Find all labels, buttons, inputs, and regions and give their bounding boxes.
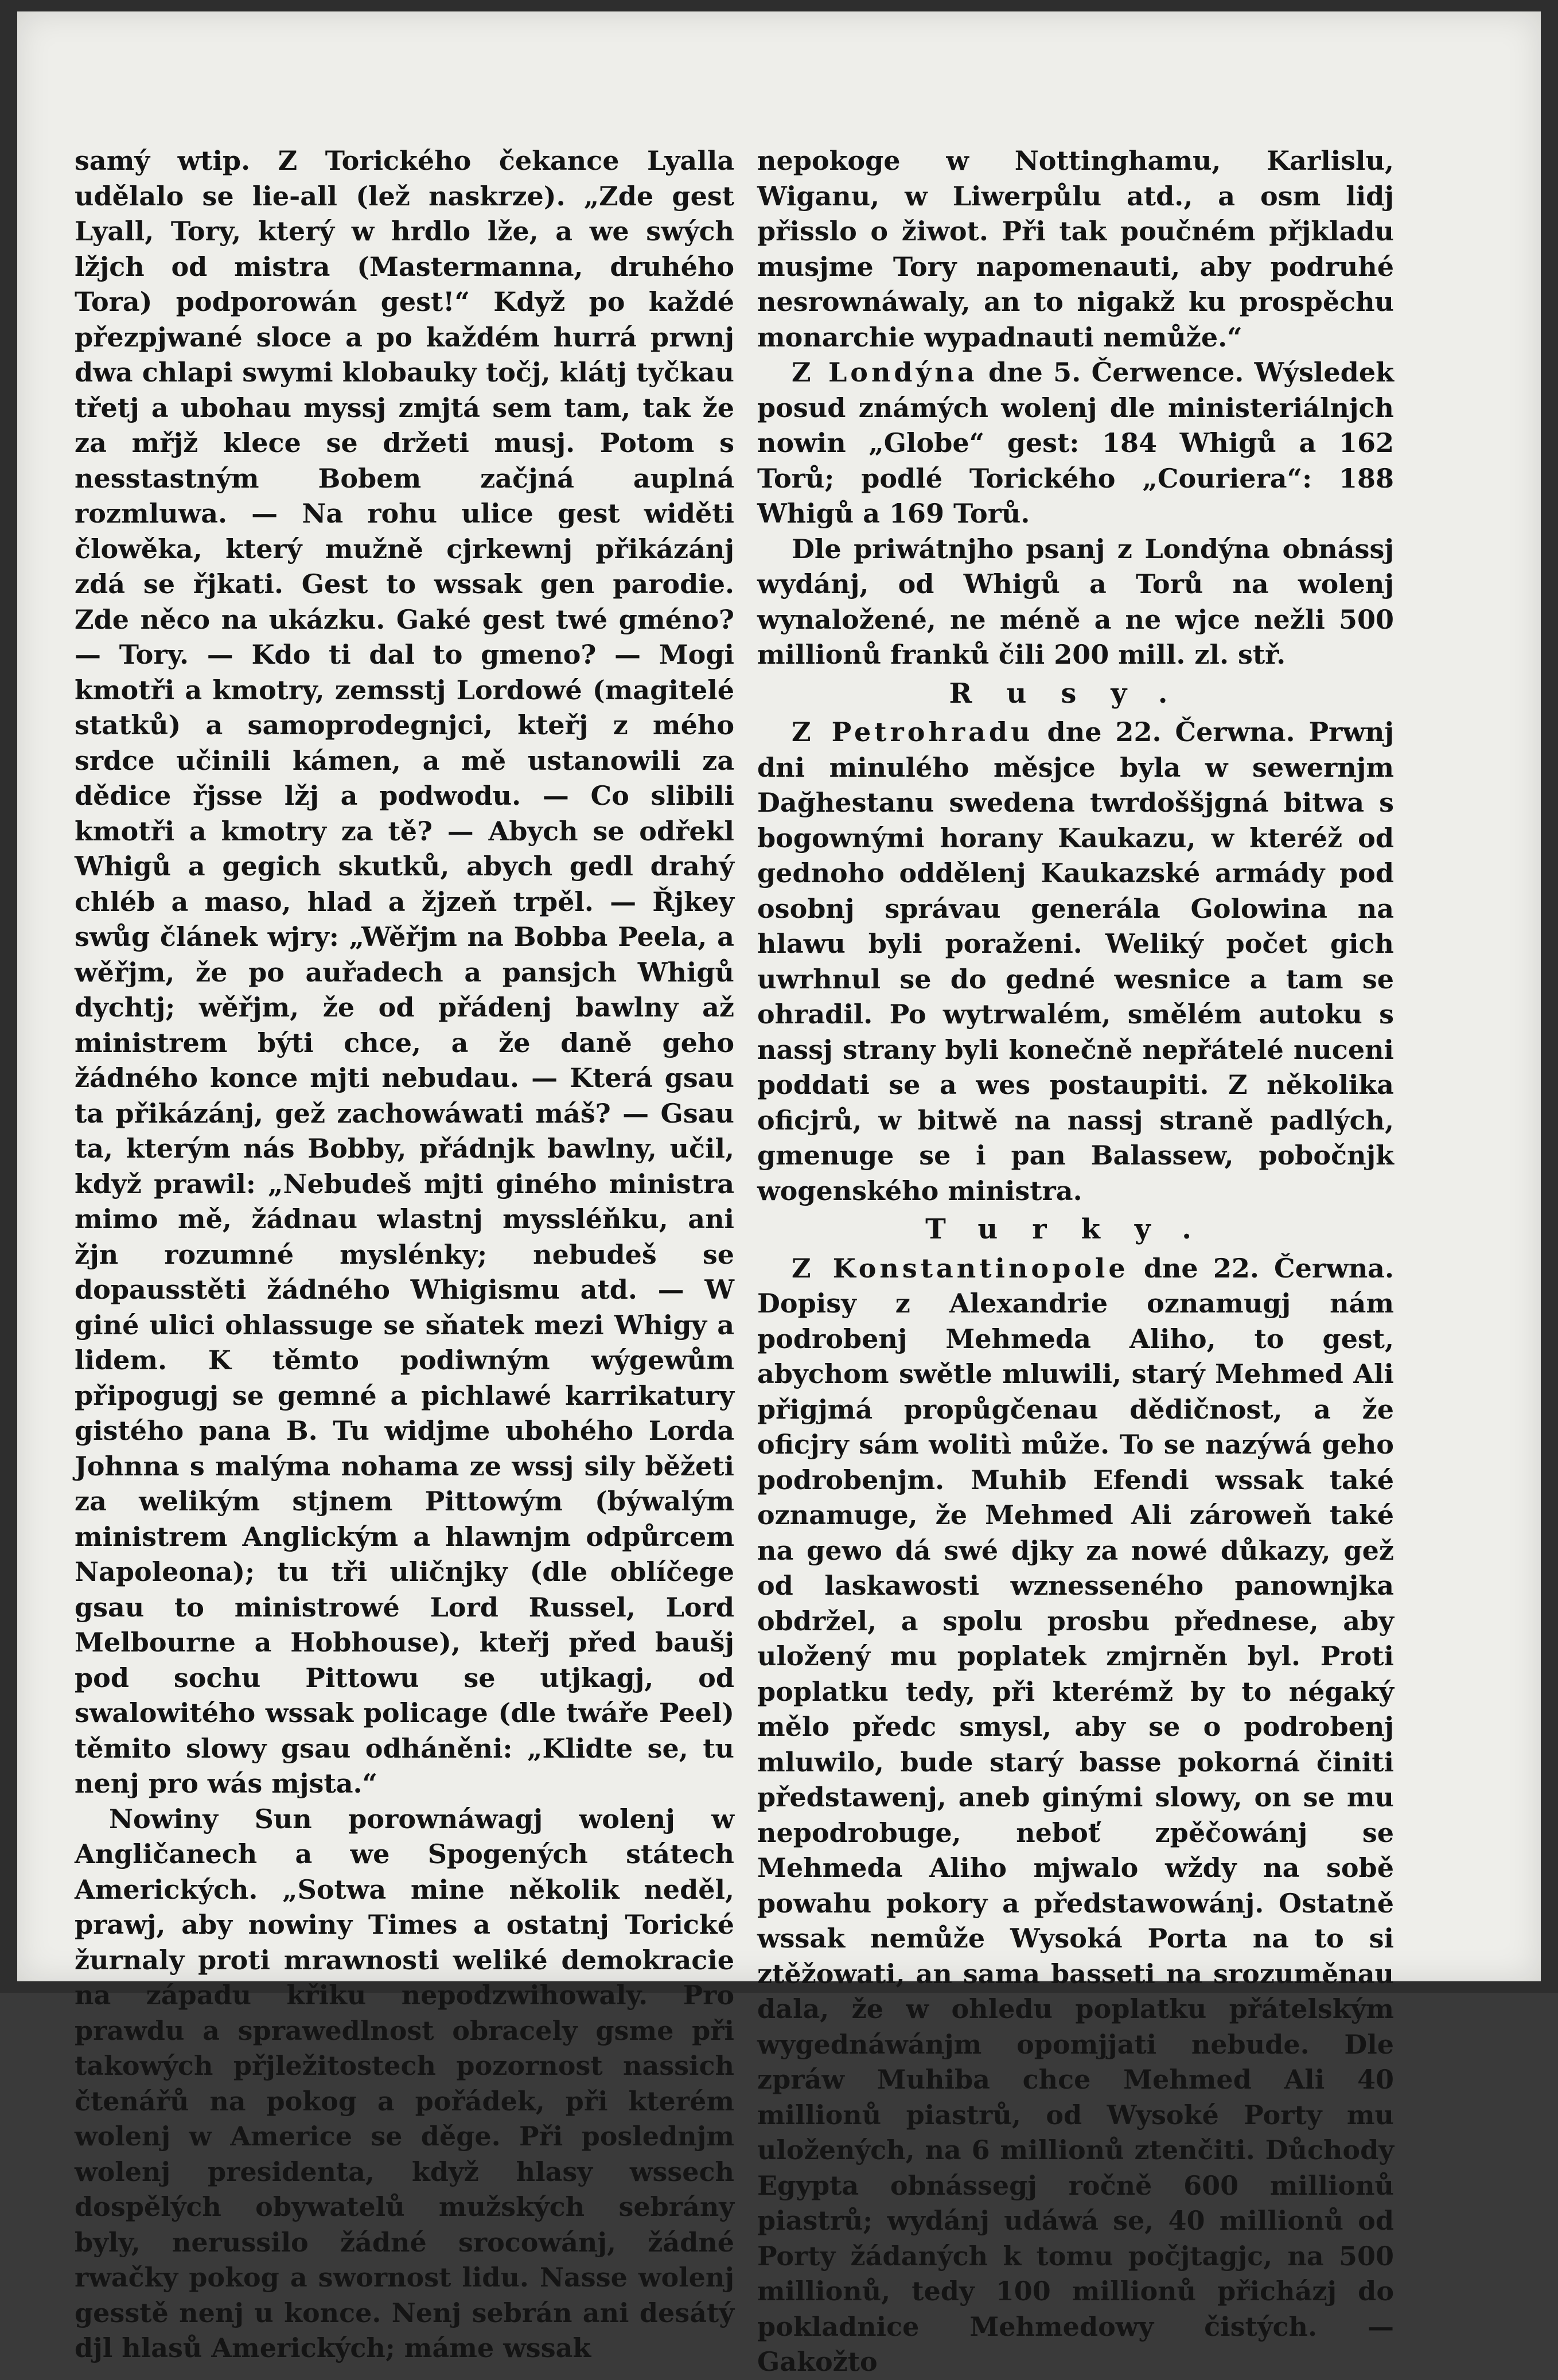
london-report-text: dne 5. Čerwence. Wýsledek posud známých wolenj dle ministeriálnjch nowin „Globe“ gest: 184 Whigů a 162 Torů; podlé Torického „Couriera“: 188 Whigů a 169 Torů. (757, 357, 1394, 529)
petrohrad-dateline: Z Petrohradu (792, 716, 1034, 747)
left-paragraph-2: Nowiny Sun porownáwagj wolenj w Angličanech a we Spogených státech Amerických. „Sotwa mine několik neděl, prawj, aby nowiny Times a ostatnj Torické žurnaly proti mrawnosti weliké demokracie na západu křiku nepodzwihowaly. Pro prawdu a sprawedlnost obracely gsme při takowých přjležitostech pozornost nassich čtenářů na pokog a pořádek, při kterém wolenj w Americe se děge. Při poslednjm wolenj presidenta, když hlasy wssech dospělých obywatelů mužských sebrány byly, nerussilo žádné srocowánj, žádné rwačky pokog a swornost lidu. Nasse wolenj gesstě nenj u konce. Nenj sebrán ani desátý djl hlasů Amerických; máme wssak (75, 1803, 734, 2363)
section-heading-turky: Turky. (925, 1213, 1226, 1245)
left-column (75, 143, 734, 2366)
konstantinopol-report-text: dne 22. Čerwna. Dopisy z Alexandrie oznamugj nám podrobenj Mehmeda Aliho, to gest, abychom swětle mluwili, starý Mehmed Ali přigjmá propůgčenau dědičnost, a že oficjry sám wolitì může. To se nazýwá geho podrobenjm. Muhib Efendi wssak také oznamuge, že Mehmed Ali zároweň také na gewo dá swé djky za nowé důkazy, gež od laskawosti wznesseného panownjka obdržel, a spolu prosbu přednese, aby uložený mu poplatek zmjrněn byl. Proti poplatku tedy, při kterémž by to négaký mělo předc smysl, aby se o podrobenj mluwilo, bude starý basse pokorná činiti předstawenj, aneb ginými slowy, on se mu nepodrobuge, neboť zpěčowánj se Mehmeda Aliho mjwalo wždy na sobě powahu pokory a předstawowánj. Ostatně wssak nemůže Wysoká Porta na to si ztěžowati, an sama basseti na srozuměnau dala, že w ohledu poplatku přátelským wygednáwánjm opomjjati nebude. Dle zpráw Muhiba chce Mehmed Ali 40 millionů piastrů, od Wysoké Porty mu uložených, na 6 millionů ztenčiti. Důchody Egypta obnássegj ročně 600 millionů piastrů; wydánj udáwá se, 40 millionů od Porty žádaných k tomu počjtagjc, na 500 millionů, tedy 100 millionů přicházj do pokladnice Mehmedowy čistých. — Gakožto (757, 1252, 1394, 2377)
right-column (757, 143, 1394, 2380)
newspaper-page (17, 11, 1541, 2377)
petrohrad-report-text: dne 22. Čerwna. Prwnj dni minulého měsjce byla w sewernjm Dağhestanu swedena twrdoššjgná bitwa s bogownými horany Kaukazu, w kteréž od gednoho oddělenj Kaukazské armády pod osobnj správau generála Golowina na hlawu byli poraženi. Weliký počet gich uwrhnul se do gedné wesnice a tam se ohradil. Po wytrwalém, smělém autoku s nassj strany byli konečně nepřátelé nuceni poddati se a wes postaupiti. Z několika oficjrů, w bitwě na nassj straně padlých, gmenuge se i pan Balassew, pobočnjk wogenského ministra. (757, 716, 1395, 1206)
petrohrad-report (757, 715, 1394, 1209)
konstantinopol-report (757, 1251, 1394, 2380)
section-heading-rusy: Rusy. (949, 677, 1202, 710)
london-report (757, 355, 1394, 532)
london-dateline: Z Londýna (792, 357, 978, 388)
konstantinopol-dateline: Z Konstantinopole (792, 1252, 1129, 1284)
right-paragraph-1: nepokoge w Nottinghamu, Karlislu, Wiganu, w Liwerpůlu atd., a osm lidj přisslo o žiwot. Při tak poučném přjkladu musjme Tory napomenauti, aby podruhé nesrownáwaly, an to nigakž ku prospěchu monarchie wypadnauti nemůže.“ (757, 145, 1394, 353)
london-expenses: Dle priwátnjho psanj z Londýna obnássj wydánj, od Whigů a Torů na wolenj wynaložené, ne méně a ne wjce nežli 500 millionů franků čili 200 mill. zl. stř. (757, 533, 1394, 670)
left-paragraph-1: samý wtip. Z Torického čekance Lyalla udělalo se lie-all (lež naskrze). „Zde gest Lyall, Tory, který w hrdlo lže, a we swých lžjch od mistra (Mastermanna, druhého Tora) podporowán gest!“ Když po každé přezpjwané sloce a po každém hurrá prwnj dwa chlapi swymi klobauky točj, klátj tyčkau třetj a ubohau myssj zmjtá sem tam, tak že za mřjž klece se držeti musj. Potom s nesstastným Bobem začjná auplná rozmluwa. — Na rohu ulice gest widěti člowěka, který mužně cjrkewnj přikázánj zdá se řjkati. Gest to wssak gen parodie. Zde něco na ukázku. Gaké gest twé gméno? — Tory. — Kdo ti dal to gmeno? — Mogi kmotři a kmotry, zemsstj Lordowé (magitelé statků) a samoprodegnjci, kteřj z mého srdce učinili kámen, a mě ustanowili za dědice řjsse lžj a podwodu. — Co slibili kmotři a kmotry za tě? — Abych se odřekl Whigů a gegich skutků, abych gedl drahý chléb a maso, hlad a žjzeň trpěl. — Řjkey swůg článek wjry: „Wěřjm na Bobba Peela, a wěřjm, že po auřadech a pansjch Whigů dychtj; wěřjm, že od přádenj bawlny až ministrem býti chce, a že daně geho žádného konce mjti nebudau. — Která gsau ta přikázánj, gež zachowáwati máš? — Gsau ta, kterým nás Bobby, přádnjk bawlny, učil, když prawil: „Nebudeš mjti giného ministra mimo mě, žádnau wlastnj myssléňku, ani žjn rozumné myslénky; nebudeš se dopausstěti žádného Whigismu atd. — W giné ulici ohlassuge se sňatek mezi Whigy a lidem. K těmto podiwným wýgewům připogugj se gemné a pichlawé karrikatury gistého pana B. Tu widjme ubohého Lorda Johnna s malýma nohama ze wssj sily běžeti za welikým stjnem Pittowým (býwalým ministrem Anglickým a hlawnjm odpůrcem Napoleona); tu tři uličnjky (dle oblíčege gsau to ministrowé Lord Russel, Lord Melbourne a Hobhouse), kteřj před baušj pod sochu Pittowu se utjkagj, od swalowitého wssak policage (dle twáře Peel) těmito slowy gsau odháněni: „Klidte se, tu nenj pro wás mjsta.“ (75, 145, 734, 1799)
